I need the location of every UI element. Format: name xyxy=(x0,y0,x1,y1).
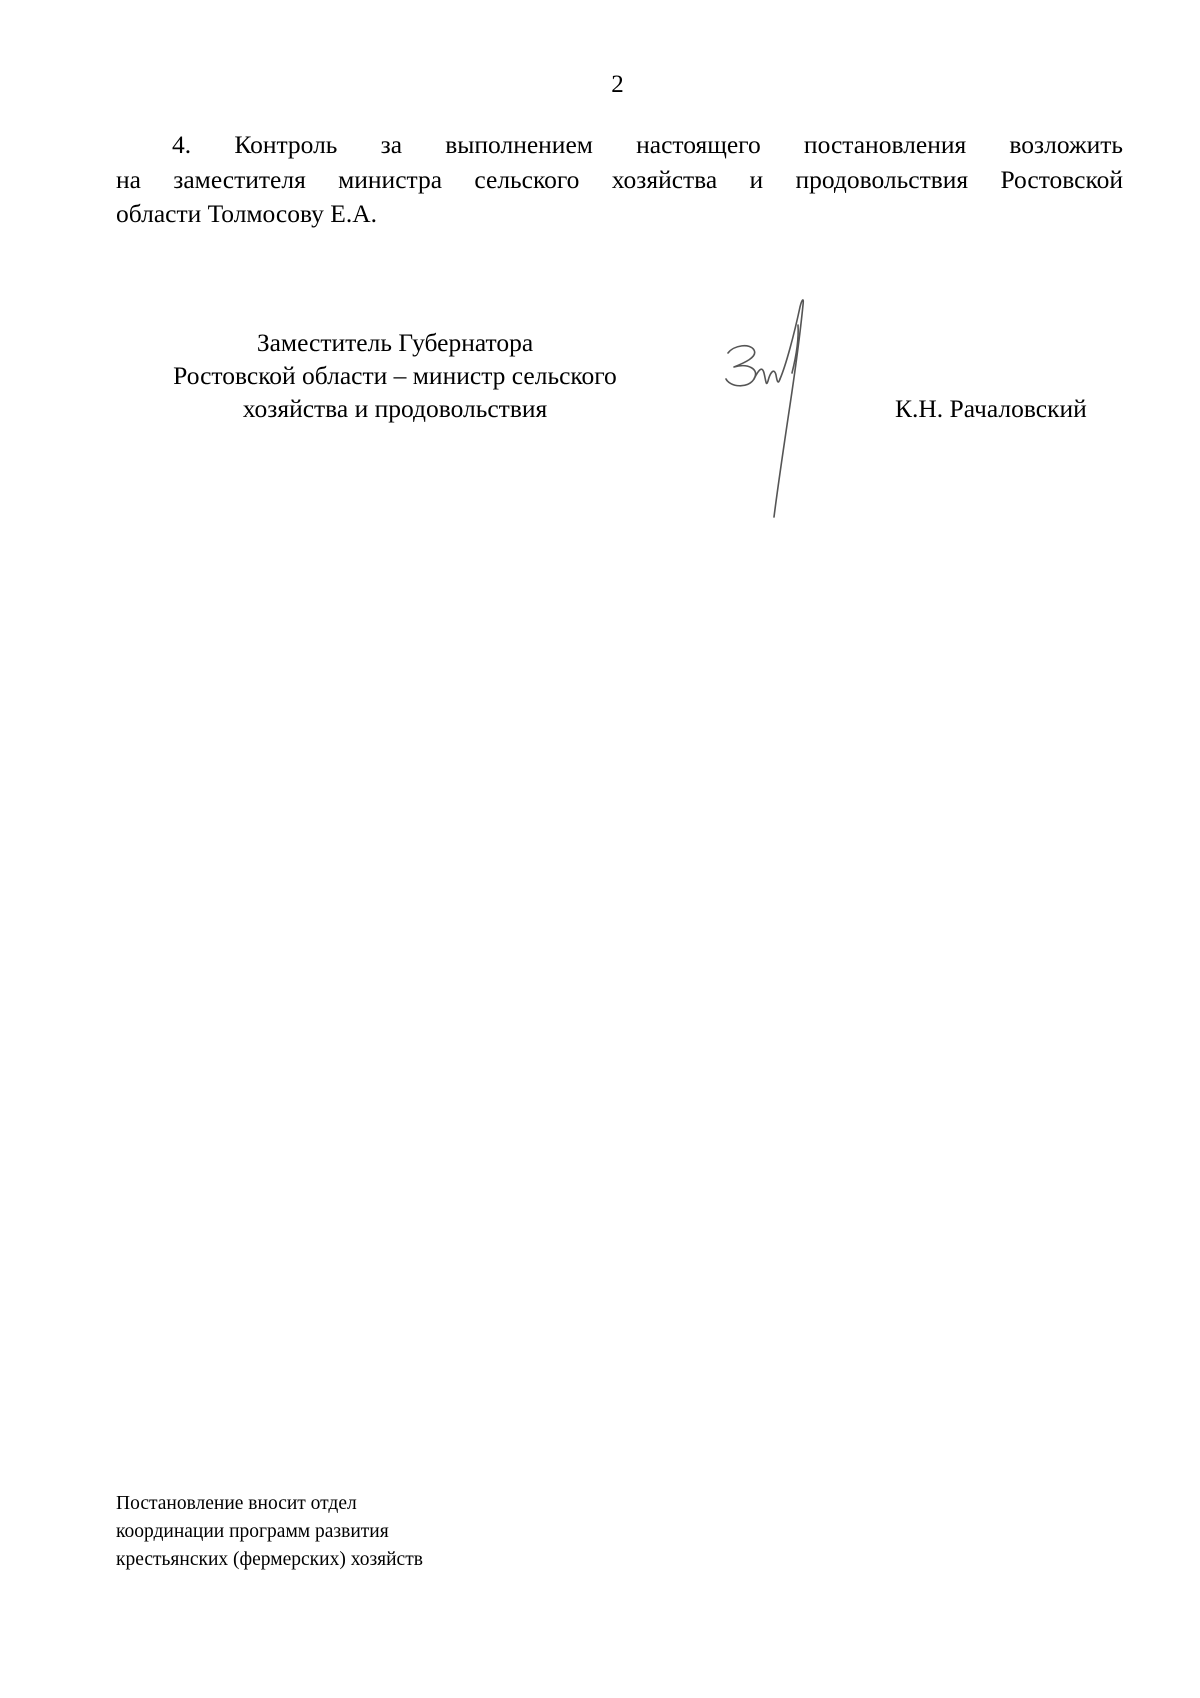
footer-note-line: координации программ развития xyxy=(116,1521,389,1542)
signatory-position-line: хозяйства и продовольствия xyxy=(242,394,548,423)
paragraph-item-4 xyxy=(116,128,1123,232)
page-number: 2 xyxy=(611,71,624,98)
paragraph-line: 4. Контроль за выполнением настоящего постановления возложить xyxy=(172,130,1123,159)
handwritten-signature xyxy=(720,295,830,525)
signatory-position-line: Ростовской области – министр сельского xyxy=(173,361,617,390)
footer-note-line: крестьянских (фермерских) хозяйств xyxy=(116,1549,423,1570)
signatory-name: К.Н. Рачаловский xyxy=(895,394,1087,423)
footer-note-line: Постановление вносит отдел xyxy=(116,1493,357,1514)
paragraph-line: области Толмосову Е.А. xyxy=(116,199,378,228)
paragraph-line: на заместителя министра сельского хозяйства и продовольствия Ростовской xyxy=(116,164,1123,194)
footer-note xyxy=(116,1490,423,1574)
signatory-position-line: Заместитель Губернатора xyxy=(256,328,534,357)
signatory-position xyxy=(135,326,655,425)
